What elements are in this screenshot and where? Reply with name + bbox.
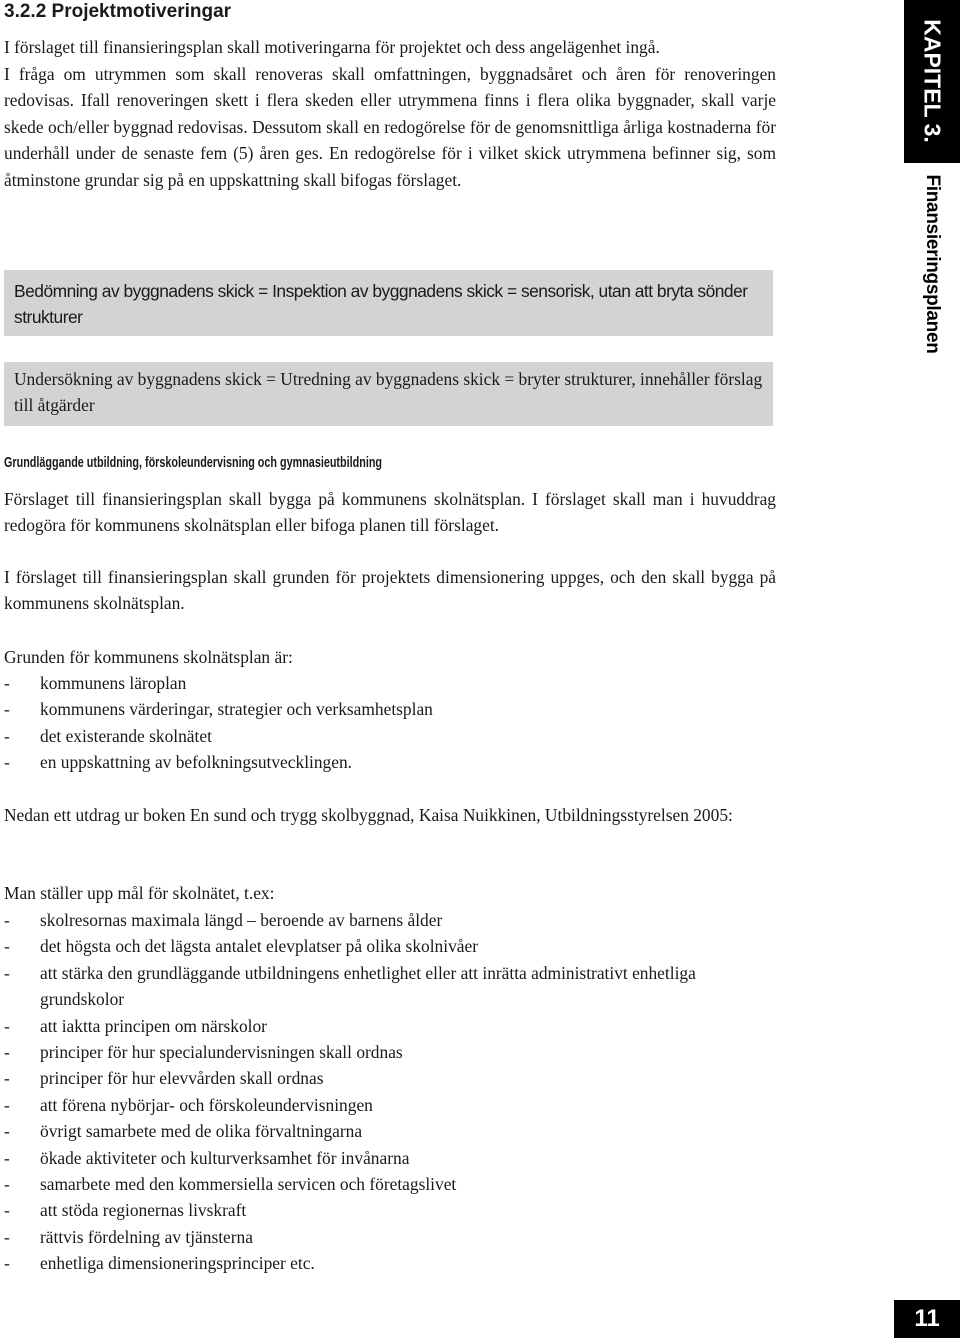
section-heading: 3.2.2 Projektmotiveringar <box>4 1 232 22</box>
list-marker: - <box>4 1121 10 1142</box>
list-item-text: att förena nybörjar- och förskoleundervisningen <box>40 1094 373 1115</box>
list-marker: - <box>4 1147 10 1168</box>
paragraph-basis: Grunden för kommunens skolnätsplan är: <box>4 647 293 667</box>
basis-list <box>4 670 776 776</box>
list-item <box>4 1250 776 1276</box>
list-item <box>4 1092 776 1118</box>
list-item-text: att stöda regionernas livskraft <box>40 1200 247 1221</box>
list-marker: - <box>4 1174 10 1195</box>
page-number: 11 <box>894 1300 960 1338</box>
list-item-text: att iaktta principen om närskolor <box>40 1015 267 1036</box>
list-marker: - <box>4 1200 10 1221</box>
list-item <box>4 1171 776 1197</box>
definition-text-investigation: Undersökning av byggnadens skick = Utredning av byggnadens skick = bryter strukturer, innehåller förslag till åtgärder <box>14 369 763 415</box>
list-item-text: principer för hur specialundervisningen skall ordnas <box>40 1042 403 1063</box>
list-marker: - <box>4 910 10 930</box>
list-item <box>4 960 776 1013</box>
list-item-text: rättvis fördelning av tjänsterna <box>40 1226 253 1247</box>
list-item-text: det existerande skolnätet <box>40 725 212 746</box>
list-item-text: samarbete med den kommersiella servicen och företagslivet <box>40 1174 457 1195</box>
list-item <box>4 1039 776 1065</box>
chapter-side-title <box>904 174 960 354</box>
goals-list <box>4 907 776 1277</box>
chapter-title-label: Finansieringsplanen <box>922 174 943 354</box>
definition-box-assessment <box>4 270 773 336</box>
list-item <box>4 1118 776 1144</box>
paragraph-dimensioning: I förslaget till finansieringsplan skall grunden för projektets dimensionering uppges, och den skall bygga på kommunens skolnätsplan. <box>4 567 776 614</box>
list-item <box>4 749 776 775</box>
list-marker: - <box>4 699 10 720</box>
list-item-text: enhetliga dimensioneringsprinciper etc. <box>40 1253 315 1274</box>
list-marker: - <box>4 752 10 773</box>
paragraph-goals: Man ställer upp mål för skolnätet, t.ex: <box>4 883 275 903</box>
list-marker: - <box>4 1094 10 1115</box>
list-marker: - <box>4 1253 10 1274</box>
definition-box-investigation <box>4 362 773 426</box>
paragraph-excerpt: Nedan ett utdrag ur boken En sund och trygg skolbyggnad, Kaisa Nuikkinen, Utbildningsstyrelsen 2005: <box>4 805 733 825</box>
paragraph-schoolnet: Förslaget till finansieringsplan skall bygga på kommunens skolnätsplan. I förslaget skall man i huvuddrag redogöra för kommunens skolnätsplan eller bifoga planen till förslaget. <box>4 489 776 536</box>
list-marker: - <box>4 725 10 746</box>
paragraph-intro: I förslaget till finansieringsplan skall motiveringarna för projektet och dess angelägenhet ingå. <box>4 37 660 57</box>
list-item <box>4 1224 776 1250</box>
list-marker: - <box>4 1226 10 1247</box>
definition-text-assessment: Bedömning av byggnadens skick = Inspektion av byggnadens skick = sensorisk, utan att bryta sönder strukturer <box>14 281 748 327</box>
chapter-tab-label: KAPITEL 3. <box>919 19 946 143</box>
list-item <box>4 696 776 722</box>
list-item <box>4 723 776 749</box>
list-item-text: det högsta och det lägsta antalet elevplatser på olika skolnivåer <box>40 936 478 957</box>
list-item <box>4 1197 776 1223</box>
list-item <box>4 907 776 933</box>
list-item-text: kommunens läroplan <box>40 673 187 693</box>
list-marker: - <box>4 1042 10 1063</box>
chapter-tab <box>904 0 960 163</box>
list-item-text: att stärka den grundläggande utbildningens enhetlighet eller att inrätta administrativt enhetliga grundskolor <box>40 962 696 1010</box>
subheading-education: Grundläggande utbildning, förskoleundervisning och gymnasieutbildning <box>4 454 383 471</box>
list-item-text: kommunens värderingar, strategier och verksamhetsplan <box>40 699 433 720</box>
list-item <box>4 933 776 959</box>
list-marker: - <box>4 1015 10 1036</box>
list-marker: - <box>4 1068 10 1089</box>
list-item <box>4 1145 776 1171</box>
list-item <box>4 1065 776 1091</box>
list-marker: - <box>4 673 10 693</box>
list-item-text: principer för hur elevvården skall ordnas <box>40 1068 324 1089</box>
list-item-text: ökade aktiviteter och kulturverksamhet för invånarna <box>40 1147 410 1168</box>
list-marker: - <box>4 936 10 957</box>
list-item-text: en uppskattning av befolkningsutvecklingen. <box>40 752 353 773</box>
list-item-text: övrigt samarbete med de olika förvaltningarna <box>40 1121 363 1142</box>
list-marker: - <box>4 962 10 983</box>
list-item <box>4 670 776 696</box>
paragraph-renovation: I fråga om utrymmen som skall renoveras skall omfattningen, byggnadsåret och åren för renoveringen redovisas. Ifall renoveringen skett i flera skeden eller utrymmena finns i flera olika byggnader, skall varje skede och/eller byggnad redovisas. Dessutom skall en redogörelse för de genomsnittliga årliga kostnaderna för underhåll under de senaste fem (5) åren ges. En redogörelse för i vilket skick utrymmena befinner sig, som åtminstone grundar sig på en uppskattning skall bifogas förslaget. <box>4 64 776 190</box>
list-item <box>4 1013 776 1039</box>
list-item-text: skolresornas maximala längd – beroende av barnens ålder <box>40 910 443 930</box>
